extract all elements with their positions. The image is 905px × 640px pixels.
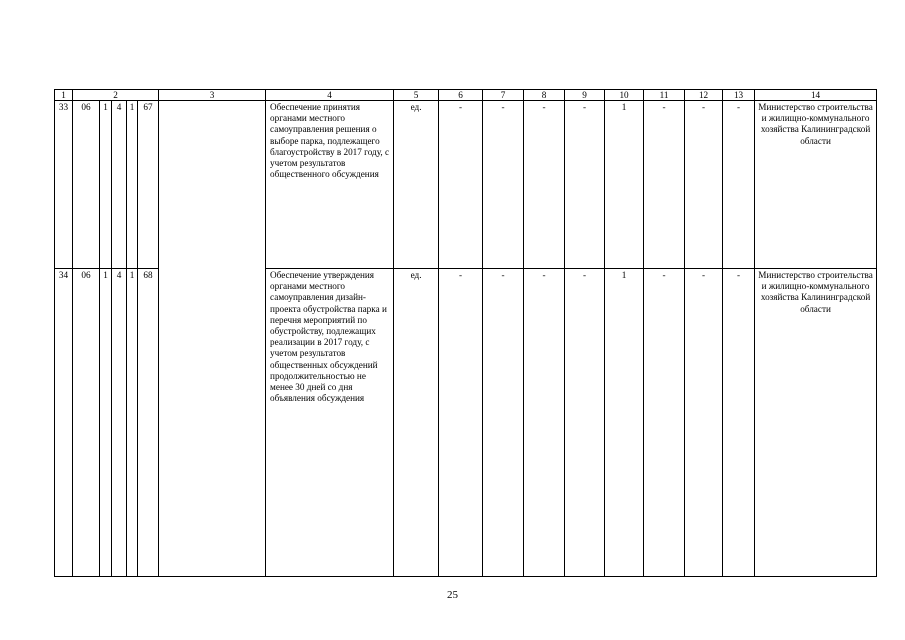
row-number: 33 — [55, 101, 73, 269]
unit-cell: ед. — [394, 101, 439, 269]
responsible-executor: Министерство строительства и жилищно-коммунального хозяйства Калининградской области — [755, 269, 877, 577]
value-col-8: - — [524, 101, 565, 269]
value-col-10: 1 — [605, 101, 644, 269]
table-row — [55, 101, 877, 269]
column-3-cell — [159, 101, 266, 577]
unit-cell: ед. — [394, 269, 439, 577]
row-number: 34 — [55, 269, 73, 577]
indicator-description: Обеспечение принятия органами местного самоуправления решения о выборе парка, подлежащего благоустройству в 2017 году, с учетом результатов общественного обсуждения — [266, 101, 394, 269]
value-col-10: 1 — [605, 269, 644, 577]
value-col-7: - — [483, 101, 524, 269]
code-event: 1 — [127, 269, 138, 577]
header-col-3: 3 — [159, 90, 266, 101]
header-col-14: 14 — [755, 90, 877, 101]
header-col-13: 13 — [723, 90, 755, 101]
value-col-7: - — [483, 269, 524, 577]
header-col-5: 5 — [394, 90, 439, 101]
value-col-8: - — [524, 269, 565, 577]
value-col-6: - — [439, 101, 483, 269]
value-col-12: - — [685, 101, 723, 269]
code-indicator: 68 — [138, 269, 159, 577]
header-col-1: 1 — [55, 90, 73, 101]
header-col-9: 9 — [565, 90, 605, 101]
indicator-description: Обеспечение утверждения органами местного самоуправления дизайн-проекта обустройства парка и перечня мероприятий по обустройству, подлежащих реализации в 2017 году, с учетом результатов общественных обсуждений продолжительностью не менее 30 дней со дня объявления обсуждения — [266, 269, 394, 577]
value-col-11: - — [644, 101, 685, 269]
value-col-9: - — [565, 269, 605, 577]
table-header-row — [55, 90, 877, 101]
value-col-6: - — [439, 269, 483, 577]
value-col-13: - — [723, 101, 755, 269]
code-program: 06 — [73, 101, 100, 269]
code-indicator: 67 — [138, 101, 159, 269]
value-col-9: - — [565, 101, 605, 269]
code-task: 4 — [112, 269, 127, 577]
value-col-11: - — [644, 269, 685, 577]
value-col-12: - — [685, 269, 723, 577]
page-number: 25 — [447, 589, 458, 601]
header-col-10: 10 — [605, 90, 644, 101]
code-subprogram: 1 — [100, 101, 112, 269]
code-program: 06 — [73, 269, 100, 577]
value-col-13: - — [723, 269, 755, 577]
header-col-4: 4 — [266, 90, 394, 101]
header-col-6: 6 — [439, 90, 483, 101]
header-col-8: 8 — [524, 90, 565, 101]
code-task: 4 — [112, 101, 127, 269]
responsible-executor: Министерство строительства и жилищно-коммунального хозяйства Калининградской области — [755, 101, 877, 269]
header-col-11: 11 — [644, 90, 685, 101]
code-subprogram: 1 — [100, 269, 112, 577]
program-table — [54, 89, 877, 577]
header-col-2: 2 — [73, 90, 159, 101]
header-col-7: 7 — [483, 90, 524, 101]
header-col-12: 12 — [685, 90, 723, 101]
code-event: 1 — [127, 101, 138, 269]
